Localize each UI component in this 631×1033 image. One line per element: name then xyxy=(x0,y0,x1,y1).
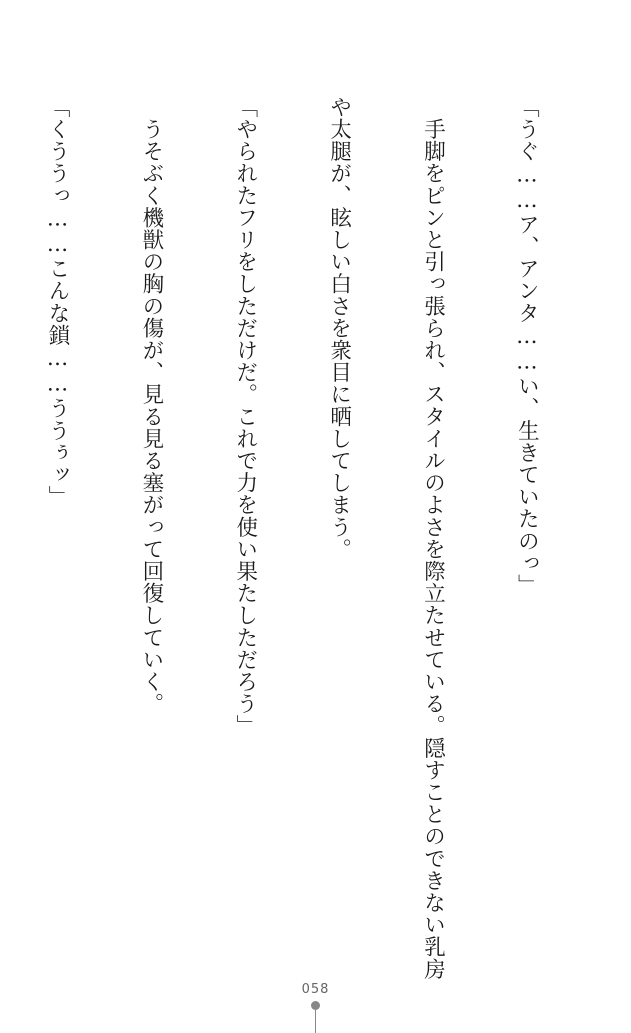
vertical-text-body xyxy=(0,96,605,980)
text-line: 手脚をピンと引っ張られ、スタイルのよさを際立たせている。隠すことのできない乳房 xyxy=(420,96,446,980)
page-marker-line xyxy=(315,1010,316,1033)
text-line: 「くううっ……こんな鎖……ううぅッ」 xyxy=(44,96,70,508)
text-line: うそぶく機獣の胸の傷が、見る見る塞がって回復していく。 xyxy=(138,96,164,715)
text-line: 「うぐ……ア、アンタ……い、生きていたのっ」 xyxy=(514,96,540,597)
text-line: 「やられたフリをしただけだ。これで力を使い果たしただろう」 xyxy=(232,96,258,737)
text-line: や太腿が、眩しい白さを衆目に晒してしまう。 xyxy=(326,96,352,561)
page-marker-dot xyxy=(311,1001,320,1010)
page-number: 058 xyxy=(301,982,330,997)
